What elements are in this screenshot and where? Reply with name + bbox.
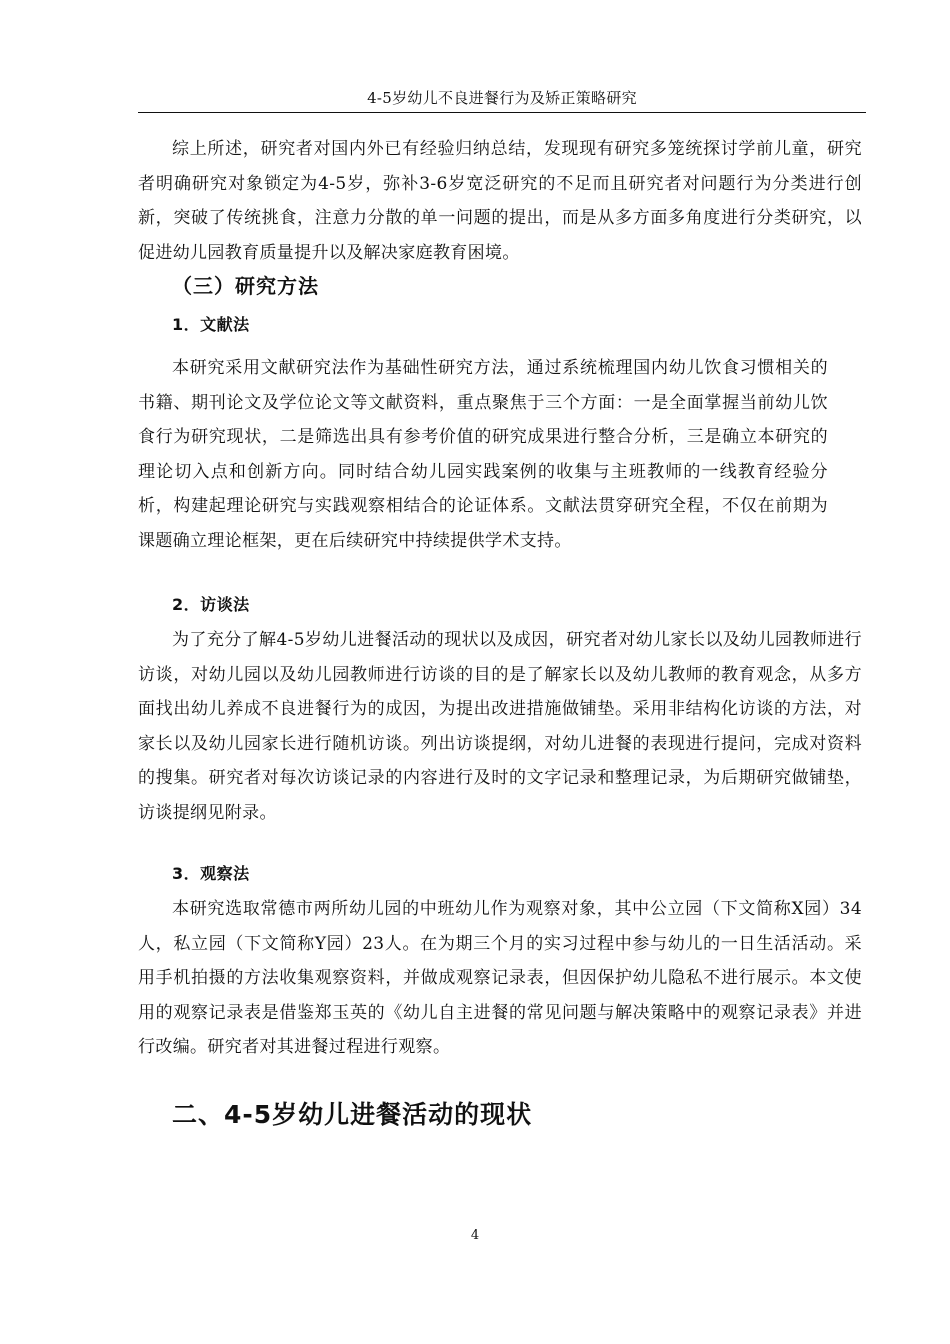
page-number: 4	[470, 1228, 480, 1243]
literature-paragraph: 本研究采用文献研究法作为基础性研究方法，通过系统梳理国内幼儿饮食习惯相关的书籍、期刊论文及学位论文等文献资料，重点聚焦于三个方面：一是全面掌握当前幼儿饮食行为研究现状，二是筛选出具有参考价值的研究成果进行整合分析，三是确立本研究的理论切入点和创新方向。同时结合幼儿园实践案例的收集与主班教师的一线教育经验分析，构建起理论研究与实践观察相结合的论证体系。文献法贯穿研究全程，不仅在前期为课题确立理论框架，更在后续研究中持续提供学术支持。	[138, 358, 828, 551]
observation-block	[138, 892, 862, 1065]
running-header: 4-5岁幼儿不良进餐行为及矫正策略研究	[367, 89, 637, 107]
chapter-heading-current-status: 二、4-5岁幼儿进餐活动的现状	[172, 1100, 533, 1129]
header-rule	[138, 112, 866, 113]
interview-block	[138, 623, 862, 830]
section-heading-research-methods: （三）研究方法	[172, 274, 319, 298]
observation-paragraph: 本研究选取常德市两所幼儿园的中班幼儿作为观察对象，其中公立园（下文简称X园）34人，私立园（下文简称Y园）23人。在为期三个月的实习过程中参与幼儿的一日生活活动。采用手机拍摄的方法收集观察资料，并做成观察记录表，但因保护幼儿隐私不进行展示。本文使用的观察记录表是借鉴郑玉英的《幼儿自主进餐的常见问题与解决策略中的观察记录表》并进行改编。研究者对其进餐过程进行观察。	[138, 899, 862, 1057]
intro-paragraph: 综上所述，研究者对国内外已有经验归纳总结，发现现有研究多笼统探讨学前儿童，研究者明确研究对象锁定为4-5岁，弥补3-6岁宽泛研究的不足而且研究者对问题行为分类进行创新，突破了传统挑食，注意力分散的单一问题的提出，而是从多方面多角度进行分类研究，以促进幼儿园教育质量提升以及解决家庭教育困境。	[138, 139, 862, 263]
intro-block	[138, 132, 862, 270]
subheading-literature-method: 1．文献法	[172, 315, 250, 334]
subheading-interview-method: 2．访谈法	[172, 595, 250, 614]
interview-paragraph: 为了充分了解4-5岁幼儿进餐活动的现状以及成因，研究者对幼儿家长以及幼儿园教师进行访谈，对幼儿园以及幼儿园教师进行访谈的目的是了解家长以及幼儿教师的教育观念，从多方面找出幼儿养成不良进餐行为的成因，为提出改进措施做铺垫。采用非结构化访谈的方法，对家长以及幼儿园家长进行随机访谈。列出访谈提纲，对幼儿进餐的表现进行提问，完成对资料的搜集。研究者对每次访谈记录的内容进行及时的文字记录和整理记录，为后期研究做铺垫，访谈提纲见附录。	[138, 630, 862, 823]
subheading-observation-method: 3．观察法	[172, 864, 250, 883]
literature-block	[138, 351, 862, 559]
